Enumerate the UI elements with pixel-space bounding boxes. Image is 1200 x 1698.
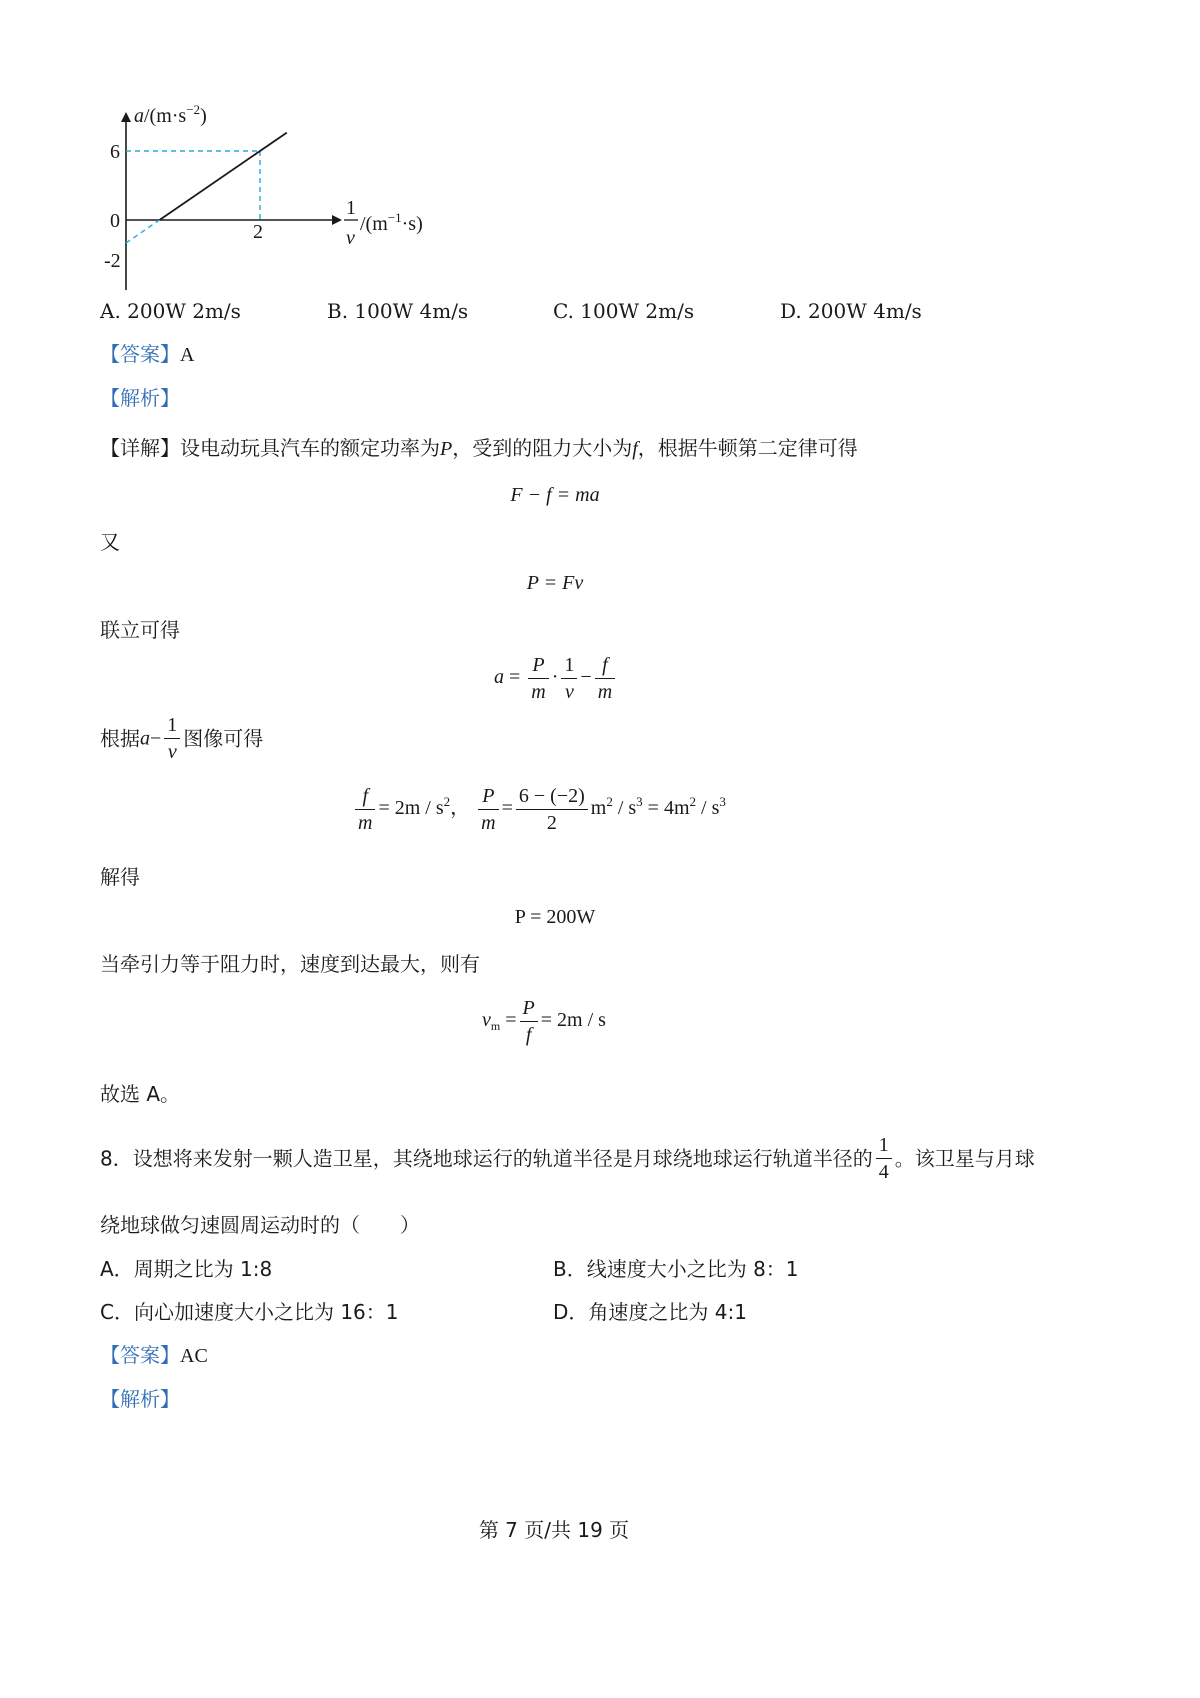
q7-option-c: C. 100W 2m/s: [553, 299, 695, 323]
answer-tag: 【答案】: [100, 342, 180, 366]
tick-label-y-neg2: -2: [104, 250, 121, 272]
svg-text:/(m−1·s): $/(m^{-1}\cdot s)$: [360, 210, 423, 235]
equation-graph-values: $\frac{f}{m}$ = $2m / s^2$， $\frac{P}{m}$ = $\frac{6 - (-2)}{2}$ $m^2 / s^3 = 4m^2 / s^3$: [352, 783, 726, 836]
tick-label-0: 0: [110, 210, 120, 232]
equation-combined: a = $\frac{P}{m}$ · $\frac{1}{v}$ − $\frac{f}{m}$: [494, 652, 618, 705]
svg-text:1: 1: [346, 197, 356, 219]
equation-max-velocity: $v_m$ = $\frac{P}{f}$ = 2m / s: [482, 997, 606, 1046]
q8-option-d: D．角速度之比为 4:1: [553, 1300, 747, 1324]
answer-tag: 【答案】: [100, 1343, 180, 1367]
x-axis-label: [344, 197, 423, 249]
tick-label-y-6: 6: [110, 141, 120, 163]
page-footer: 第 7 页/共 19 页: [478, 1518, 630, 1542]
svg-text:v: v: [346, 227, 355, 249]
text-you: 又: [100, 530, 120, 554]
q7-option-d: D. 200W 4m/s: [780, 299, 922, 323]
q7-answer: [100, 340, 194, 369]
equation-power: P = Fv: [526, 572, 584, 594]
text-jiede: 解得: [100, 865, 140, 889]
answer-value: AC: [180, 1345, 208, 1367]
text-genju: 根据a− $\frac{1}{v}$ 图像可得: [100, 714, 264, 763]
equation-power-value: P = 200W: [514, 906, 596, 928]
text-guxuan: 故选 A。: [100, 1082, 181, 1106]
answer-value: A: [180, 344, 195, 366]
q8-option-c: C．向心加速度大小之比为 16：1: [100, 1300, 399, 1324]
extrapolated-segment: [126, 220, 160, 243]
tick-label-x-2: 2: [253, 221, 263, 243]
equation-newton: F − f = ma: [510, 484, 600, 506]
q8-answer: [100, 1341, 208, 1370]
text-dang: 当牵引力等于阻力时，速度到达最大，则有: [100, 952, 480, 976]
a-inverse-v-graph: [100, 100, 460, 300]
q8-stem-line2: 绕地球做匀速圆周运动时的（ ）: [100, 1213, 420, 1237]
q7-option-a: A. 200W 2m/s: [100, 299, 241, 323]
text-lianli: 联立可得: [100, 618, 180, 642]
data-line: [160, 133, 287, 220]
q7-analysis-tag: 【解析】: [100, 386, 180, 410]
q8-stem-line1: 8．设想将来发射一颗人造卫星，其绕地球运行的轨道半径是月球绕地球运行轨道半径的 $\frac{1}{4}$ 。该卫星与月球: [100, 1134, 1035, 1183]
q8-option-a: A．周期之比为 1:8: [100, 1257, 273, 1281]
q8-option-b: B．线速度大小之比为 8：1: [553, 1257, 799, 1281]
q7-option-b: B. 100W 4m/s: [327, 299, 469, 323]
q7-detail: 【详解】设电动玩具汽车的额定功率为P，受到的阻力大小为f，根据牛顿第二定律可得: [100, 436, 858, 460]
y-axis-label: $a/(m\cdot s^{-2})$: [134, 102, 207, 127]
q8-analysis-tag: 【解析】: [100, 1387, 180, 1411]
